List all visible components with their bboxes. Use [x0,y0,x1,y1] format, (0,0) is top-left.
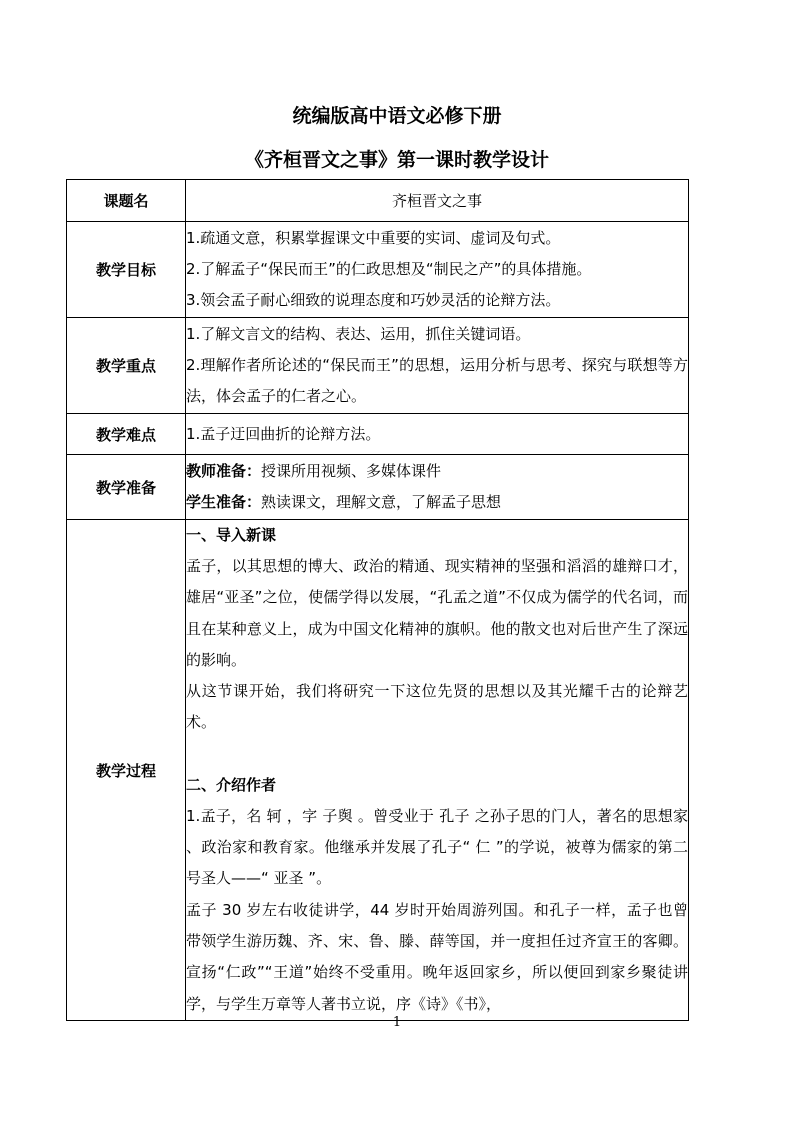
difficulty-label: 教学难点 [67,414,186,455]
teacher-prep-text: 授课所用视频、多媒体课件 [261,462,442,480]
table-row-goals [67,222,689,318]
table-row-preparation [67,455,689,520]
difficulty-item: 1.孟子迂回曲折的论辩方法。 [186,424,381,443]
table-row-key-points [67,318,689,414]
key-point-item: 2.理解作者所论述的“保民而王”的思想，运用分析与思考、探究与联想等方法，体会孟子的仁者之心。 [186,355,688,405]
goals-label: 教学目标 [67,222,186,318]
section-heading: 一、导入新课 [186,526,277,544]
difficulty-cell [186,414,689,455]
table-row-course-name [67,180,689,222]
student-prep-line [186,487,688,518]
goal-item: 2.了解孟子“保民而王”的仁政思想及“制民之产”的具体措施。 [186,260,592,278]
goals-cell [186,222,689,318]
page-number: 1 [392,1015,402,1030]
preparation-cell [186,455,689,520]
section-heading: 二、介绍作者 [186,775,277,794]
process-cell [186,520,689,1021]
blank-line [186,739,688,770]
paragraph: 孟子，以其思想的博大、政治的精通、现实精神的坚强和滔滔的雄辩口才，雄居“亚圣”之位，使儒学得以发展，“孔孟之道”不仅成为儒学的代名词，而且在某种意义上，成为中国文化精神的旗帜。他的散文也对后世产生了深远的影响。 [186,557,688,669]
goal-item: 1.疏通文意，积累掌握课文中重要的实词、虚词及句式。 [186,229,561,247]
key-points-label: 教学重点 [67,318,186,414]
paragraph: 从这节课开始，我们将研究一下这位先贤的思想以及其光耀千古的论辩艺术。 [186,682,688,732]
teacher-prep-line [186,456,688,487]
document-title: 统编版高中语文必修下册 [292,105,502,127]
preparation-label: 教学准备 [67,455,186,520]
course-name-label: 课题名 [67,180,186,222]
teacher-prep-label: 教师准备： [186,462,262,480]
key-point-item: 1.了解文言文的结构、表达、运用，抓住关键词语。 [186,324,531,343]
process-label: 教学过程 [67,520,186,1021]
table-row-process [67,520,689,1021]
student-prep-label: 学生准备： [186,493,262,511]
student-prep-text: 熟读课文，理解文意，了解孟子思想 [261,493,502,511]
lesson-plan-table [66,179,689,1021]
course-name-value: 齐桓晋文之事 [186,180,689,222]
goal-item: 3.领会孟子耐心细致的说理态度和巧妙灵活的论辩方法。 [186,291,561,309]
document-subtitle: 《齐桓晋文之事》第一课时教学设计 [244,149,549,171]
table-row-difficulty [67,414,689,455]
paragraph: 孟子 30 岁左右收徒讲学，44 岁时开始周游列国。和孔子一样，孟子也曾带领学生游历魏、齐、宋、鲁、滕、薛等国，并一度担任过齐宣王的客卿。宣扬“仁政”“王道”始终不受重用。晚年返回家乡，所以便回到家乡聚徒讲学，与学生万章等人著书立说，序《诗》《书》， [186,900,688,1013]
key-points-cell [186,318,689,414]
paragraph: 1.孟子，名 轲 ，字 子舆 。曾受业于 孔子 之孙子思的门人，著名的思想家 、政治家和教育家。他继承并发展了孔子“ 仁 ”的学说，被尊为儒家的第二号圣人——“ 亚圣 ”。 [186,806,688,888]
